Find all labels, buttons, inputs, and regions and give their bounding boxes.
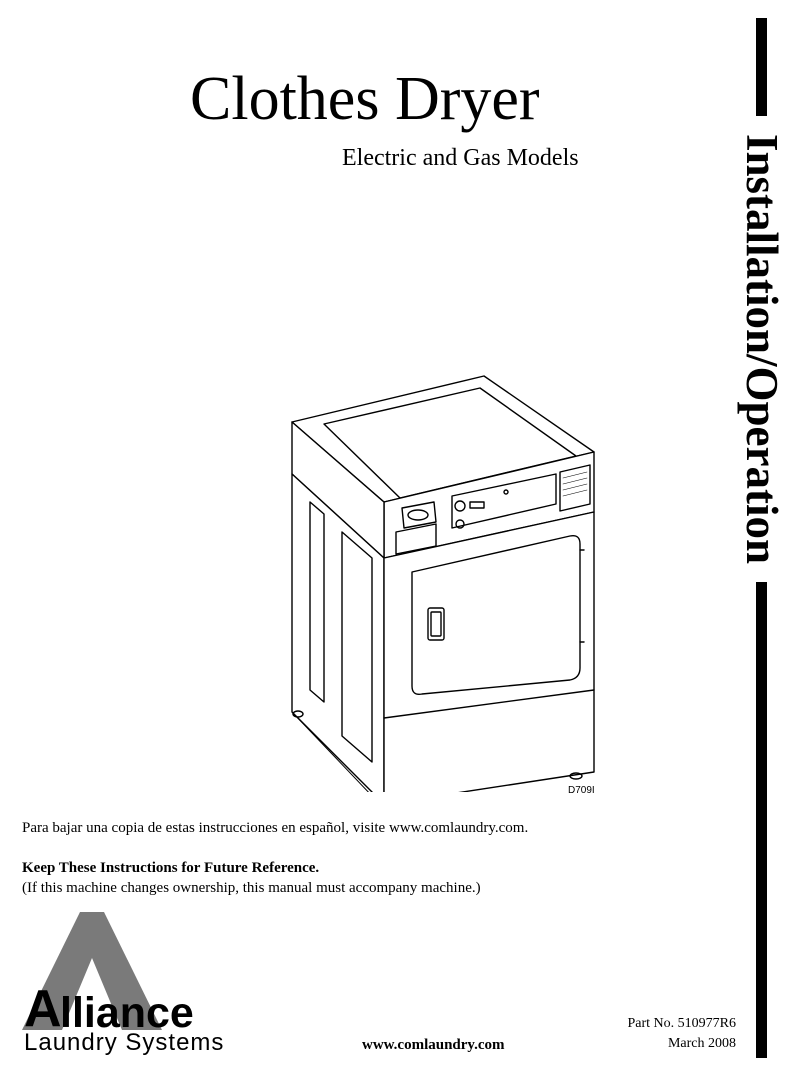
logo-subtitle: Laundry Systems bbox=[24, 1029, 225, 1056]
part-number: Part No. 510977R6 bbox=[627, 1016, 736, 1031]
page-subtitle: Electric and Gas Models bbox=[342, 145, 579, 171]
ownership-note: (If this machine changes ownership, this manual must accompany machine.) bbox=[22, 880, 481, 896]
figure-id: D709I bbox=[568, 785, 595, 796]
publish-date: March 2008 bbox=[667, 1036, 736, 1051]
side-label: Installation/Operation bbox=[737, 133, 787, 565]
side-label-container bbox=[736, 116, 788, 582]
dryer-illustration bbox=[284, 372, 604, 792]
page-title: Clothes Dryer bbox=[190, 65, 540, 133]
spanish-note: Para bajar una copia de estas instrucciones en español, visite www.comlaundry.com. bbox=[22, 820, 529, 836]
website-link[interactable]: www.comlaundry.com bbox=[362, 1037, 505, 1053]
keep-instructions-heading: Keep These Instructions for Future Reference. bbox=[22, 860, 320, 876]
logo-letter-a: A bbox=[24, 980, 62, 1038]
logo-name: lliance bbox=[60, 989, 194, 1037]
